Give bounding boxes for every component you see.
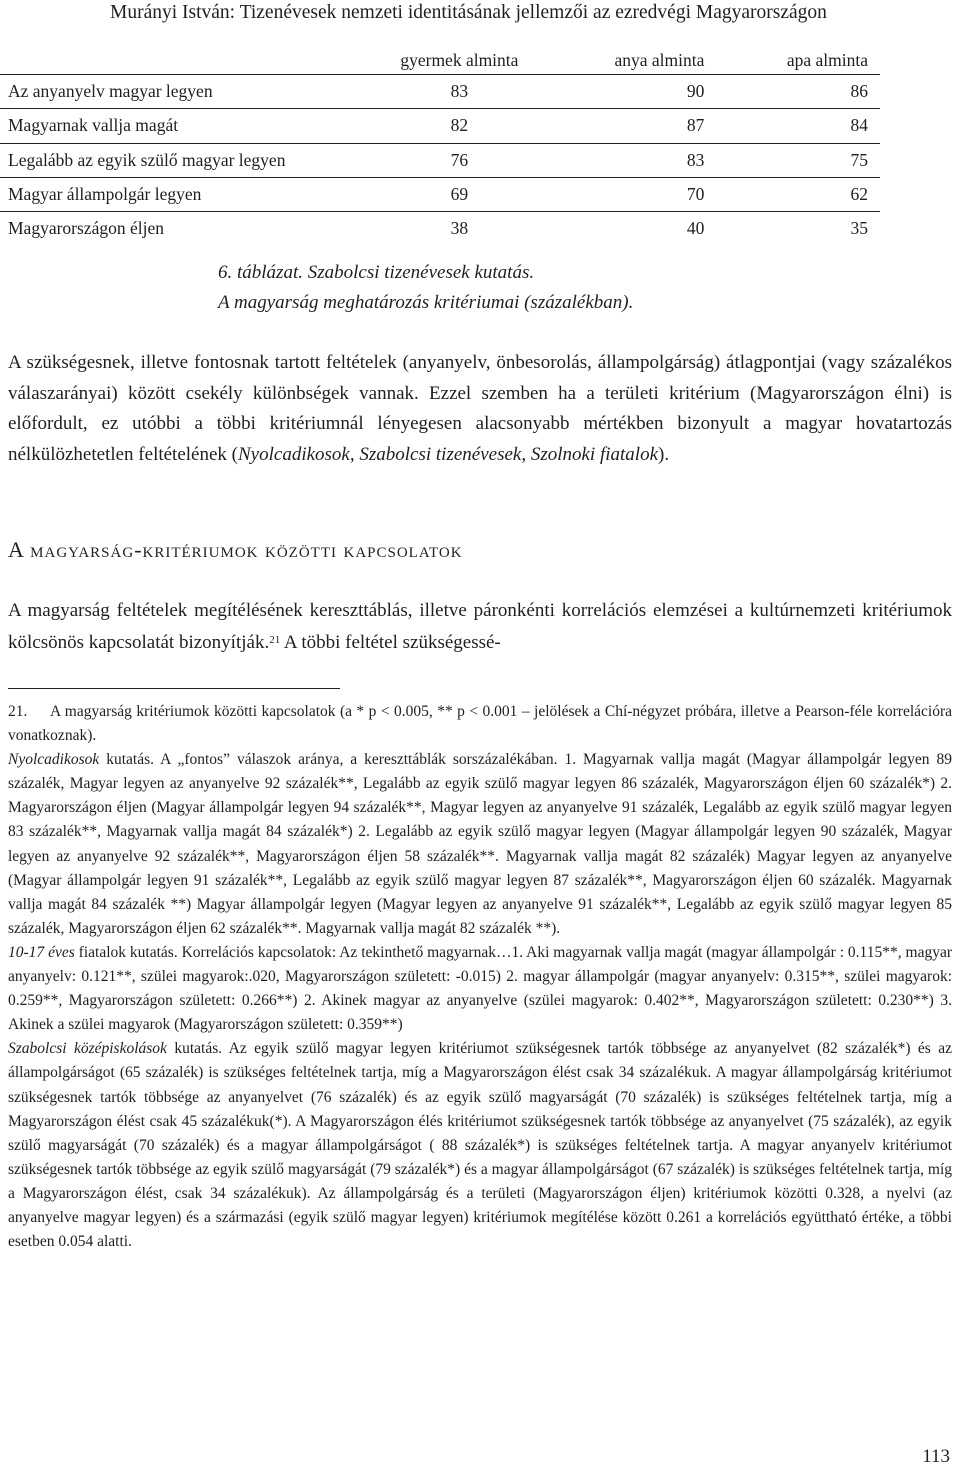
table-row <box>0 143 880 177</box>
cell-value: 83 <box>686 149 705 170</box>
body-paragraph-1 <box>8 348 952 470</box>
cell-value: 83 <box>450 81 469 102</box>
cell-value: 76 <box>450 149 469 170</box>
body-paragraph-2 <box>8 595 952 658</box>
footnote-paragraph <box>8 941 952 1037</box>
footnote-divider <box>8 688 340 689</box>
cell-value: 75 <box>850 149 868 170</box>
caption-line-2: A magyarság meghatározás kritériumai (százalékban). <box>218 292 634 313</box>
footnotes <box>8 700 952 1254</box>
row-label: Magyarországon éljen <box>8 218 164 239</box>
table-row <box>0 177 880 211</box>
table-caption <box>218 258 633 318</box>
page-number: 113 <box>922 1446 950 1467</box>
footnote-study-name: Nyolcadikosok <box>8 751 100 769</box>
footnote-intro <box>8 700 952 748</box>
para1-italic: Nyolcadikosok, Szabolcsi tizenévesek, Szolnoki fiatalok <box>238 443 659 465</box>
footnote-number: 21. <box>8 703 28 720</box>
table-header-empty <box>0 46 398 75</box>
footnote-ref[interactable]: 21 <box>269 633 281 646</box>
section-title: A magyarság-kritériumok közötti kapcsolatok <box>8 537 463 562</box>
para1-end: ). <box>658 443 670 465</box>
cell-value: 38 <box>450 218 469 239</box>
col-header-gyermek: gyermek alminta <box>400 49 519 70</box>
row-label: Magyarnak vallja magát <box>8 115 179 136</box>
cell-value: 90 <box>686 81 705 102</box>
row-label: Az anyanyelv magyar legyen <box>8 81 213 102</box>
running-header: Murányi István: Tizenévesek nemzeti identitásának jellemzői az ezredvégi Magyarországon <box>110 2 827 23</box>
cell-value: 84 <box>850 115 868 136</box>
table-row <box>0 212 880 246</box>
footnote-study-name: 10-17 éves <box>8 943 75 961</box>
cell-value: 70 <box>686 184 705 205</box>
caption-line-1: 6. táblázat. Szabolcsi tizenévesek kutatás. <box>218 262 535 283</box>
footnote-text: kutatás. Az egyik szülő magyar legyen kritériumot szükségesnek tartók többsége az anyanyelvet (82 százalék*) és az állampolgárságot (65 százalék) is szükséges feltételnek tartja, míg a Magyarországon élést csak 34 százalékuk. A magyar állampolgárság kritériumot szükségesnek tartók többsége az anyanyelvet (76 százalék) és az egyik szülő magyarságát (70 százalék) is szükséges feltételnek tartja, míg a Magyarországon élést csak 45 százalékuk(*). A Magyarországon élés kritériumot szükségesnek tartók többsége az anyanyelvet (75 százalék), az egyik szülő magyarságát (70 százalék) és a magyar állampolgárságot ( 88 százalék*) is szükséges feltételnek tartja. A magyar anyanyelv kritériumot szükségesnek tartók többsége az egyik szülő magyarságát (79 százalék*) és a magyar állampolgárságot (67 százalék) is szükséges feltételnek tartja, míg a Magyarországon élést, csak 34 százalékuk). Az állampolgárság és a területi (Magyarországon éljen) kritériumok közötti 0.328, a nyelvi (az anyanyelve magyar legyen) és a származási (egyik szülő magyar legyen) kritériumok megítélése között 0.261 a korrelációs együttható értéke, a többi esetben 0.054 alatti. <box>8 1040 952 1251</box>
col-header-apa: apa alminta <box>786 49 868 70</box>
criteria-table <box>0 46 880 245</box>
para1-text: A szükségesnek, illetve fontosnak tartott feltételek (anyanyelv, önbesorolás, állampolgárság) átlagpontjai (vagy százalékos válaszarányai) között csekély különbségek vannak. Ezzel szemben ha a területi kritérium (Magyarországon élni) is előfordult, ez utóbbi a többi kritériumnál lényegesen alacsonyabb mértékben bizonyult a magyar hovatartozás nélkülözhetetlen feltételének ( <box>8 352 952 465</box>
footnote-intro-text: A magyarság kritériumok közötti kapcsolatok (a * p < 0.005, ** p < 0.001 – jelölések a Chí-négyzet próbára, illetve a Pearson-féle korrelációra vonatkoznak). <box>8 703 952 745</box>
para2-end: A többi feltétel szükségessé- <box>280 631 501 653</box>
cell-value: 86 <box>850 81 868 102</box>
row-label: Magyar állampolgár legyen <box>8 184 202 205</box>
footnote-text: fiatalok kutatás. Korrelációs kapcsolatok: Az tekinthető magyarnak…1. Aki magyarnak vallja magát (magyar állampolgár : 0.115**, magyar anyanyelv: 0.121**, szülei magyarok:.020, Magyarországon született: -0.015) 2. magyar állampolgár (magyar anyanyelv: 0.315**, szülei magyarok: 0.259**, Magyarországon született: 0.266**) 2. Akinek magyar az anyanyelve (szülei magyarok: 0.402**, Magyarországon született: 0.230**) 3. Akinek a szülei magyarok (Magyarországon született: 0.359**) <box>8 943 952 1034</box>
cell-value: 62 <box>850 184 868 205</box>
table-row <box>0 75 880 109</box>
cell-value: 82 <box>450 115 469 136</box>
cell-value: 40 <box>686 218 705 239</box>
row-label: Legalább az egyik szülő magyar legyen <box>8 149 286 170</box>
footnote-paragraph <box>8 748 952 941</box>
cell-value: 69 <box>450 184 469 205</box>
para2-text: A magyarság feltételek megítélésének kereszttáblás, illetve páronkénti korrelációs elemzései a kultúrnemzeti kritériumok kölcsönös kapcsolatát bizonyítják. <box>8 600 952 653</box>
col-header-anya: anya alminta <box>614 49 705 70</box>
table-row <box>0 109 880 143</box>
cell-value: 35 <box>850 218 868 239</box>
footnote-text: kutatás. A „fontos” válaszok aránya, a kereszttáblák sorszázalékában. 1. Magyarnak vallja magát (Magyar állampolgár legyen 89 százalék, Magyar legyen az anyanyelve 92 százalék**, Legalább az egyik szülő magyar legyen 86 százalék, Magyarországon éljen 60 százalék*) 2. Magyarországon éljen (Magyar állampolgár legyen 94 százalék**, Magyar legyen az anyanyelve 91 százalék, Legalább az egyik szülő magyar legyen 83 százalék**, Magyarnak vallja magát 84 százalék*) 2. Legalább az egyik szülő magyar legyen (Magyar állampolgár legyen 90 százalék, Magyar legyen az anyanyelve 92 százalék**, Magyarországon éljen 58 százalék**. Magyarnak vallja magát 82 százalék) Magyar legyen az anyanyelve (Magyar állampolgár legyen 91 százalék**, Legalább az egyik szülő magyar legyen 87 százalék**, Magyarországon éljen 60 százalék. Magyarnak vallja magát 84 százalék **) Magyar állampolgár legyen (Magyar legyen az anyanyelve 91 százalék**, Legalább az egyik szülő magyar legyen 85 százalék, Magyarországon éljen 62 százalék**. Magyarnak vallja magát 82 százalék **). <box>8 751 952 937</box>
footnote-study-name: Szabolcsi középiskolások <box>8 1040 167 1058</box>
footnote-paragraph <box>8 1037 952 1254</box>
table-header-row <box>0 46 880 75</box>
cell-value: 87 <box>686 115 705 136</box>
